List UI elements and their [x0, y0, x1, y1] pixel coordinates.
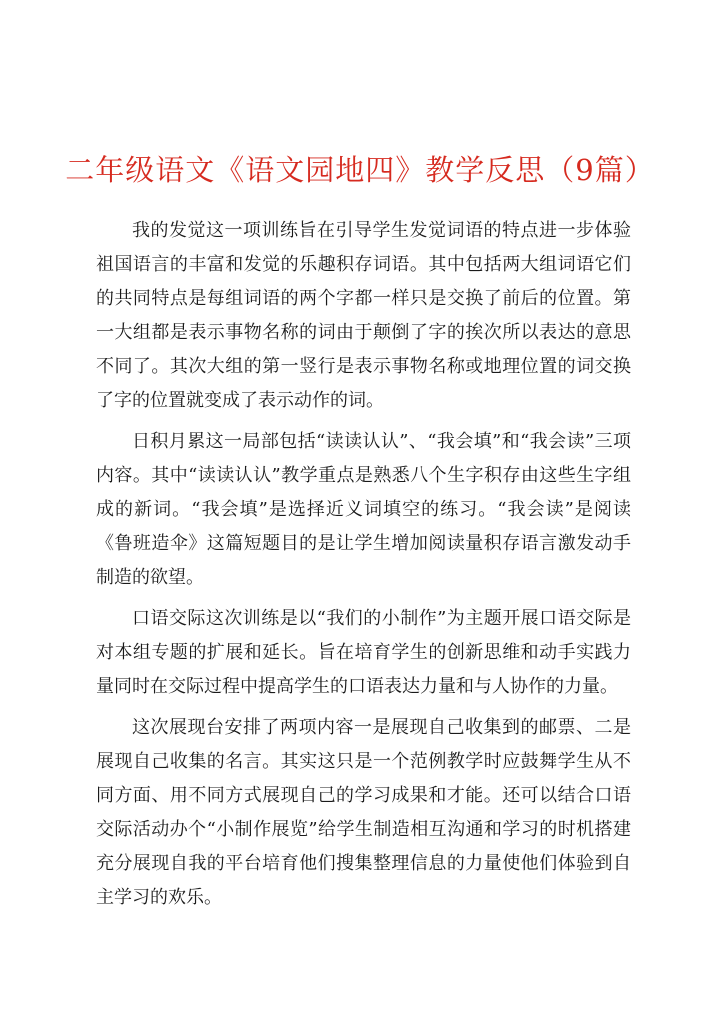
- paragraph-3: 口语交际这次训练是以“我们的小制作”为主题开展口语交际是对本组专题的扩展和延长。旨在培育学生的创新思维和动手实践力量同时在交际过程中提高学生的口语表达力量和与人协作的力量。: [96, 608, 631, 697]
- document-body: [96, 214, 631, 922]
- paragraph-4: 这次展现台安排了两项内容一是展现自己收集到的邮票、二是展现自己收集的名言。其实这只是一个范例教学时应鼓舞学生从不同方面、用不同方式展现自己的学习成果和才能。还可以结合口语交际活动办个“小制作展览”给学生制造相互沟通和学习的时机搭建充分展现自我的平台培育他们搜集整理信息的力量使他们体验到自主学习的欢乐。: [96, 717, 631, 908]
- paragraph-1: 我的发觉这一项训练旨在引导学生发觉词语的特点进一步体验祖国语言的丰富和发觉的乐趣积存词语。其中包括两大组词语它们的共同特点是每组词语的两个字都一样只是交换了前后的位置。第一大组都是表示事物名称的词由于颠倒了字的挨次所以表达的意思不同了。其次大组的第一竖行是表示事物名称或地理位置的词交换了字的位置就变成了表示动作的词。: [96, 220, 631, 411]
- paragraph-2: 日积月累这一局部包括“读读认认”、“我会填”和“我会读”三项内容。其中“读读认认”教学重点是熟悉八个生字积存由这些生字组成的新词。“我会填”是选择近义词填空的练习。“我会读”是阅读《鲁班造伞》这篇短题目的是让学生增加阅读量积存语言激发动手制造的欲望。: [96, 431, 631, 588]
- page-title: 二年级语文《语文园地四》教学反思（9篇）: [65, 153, 655, 187]
